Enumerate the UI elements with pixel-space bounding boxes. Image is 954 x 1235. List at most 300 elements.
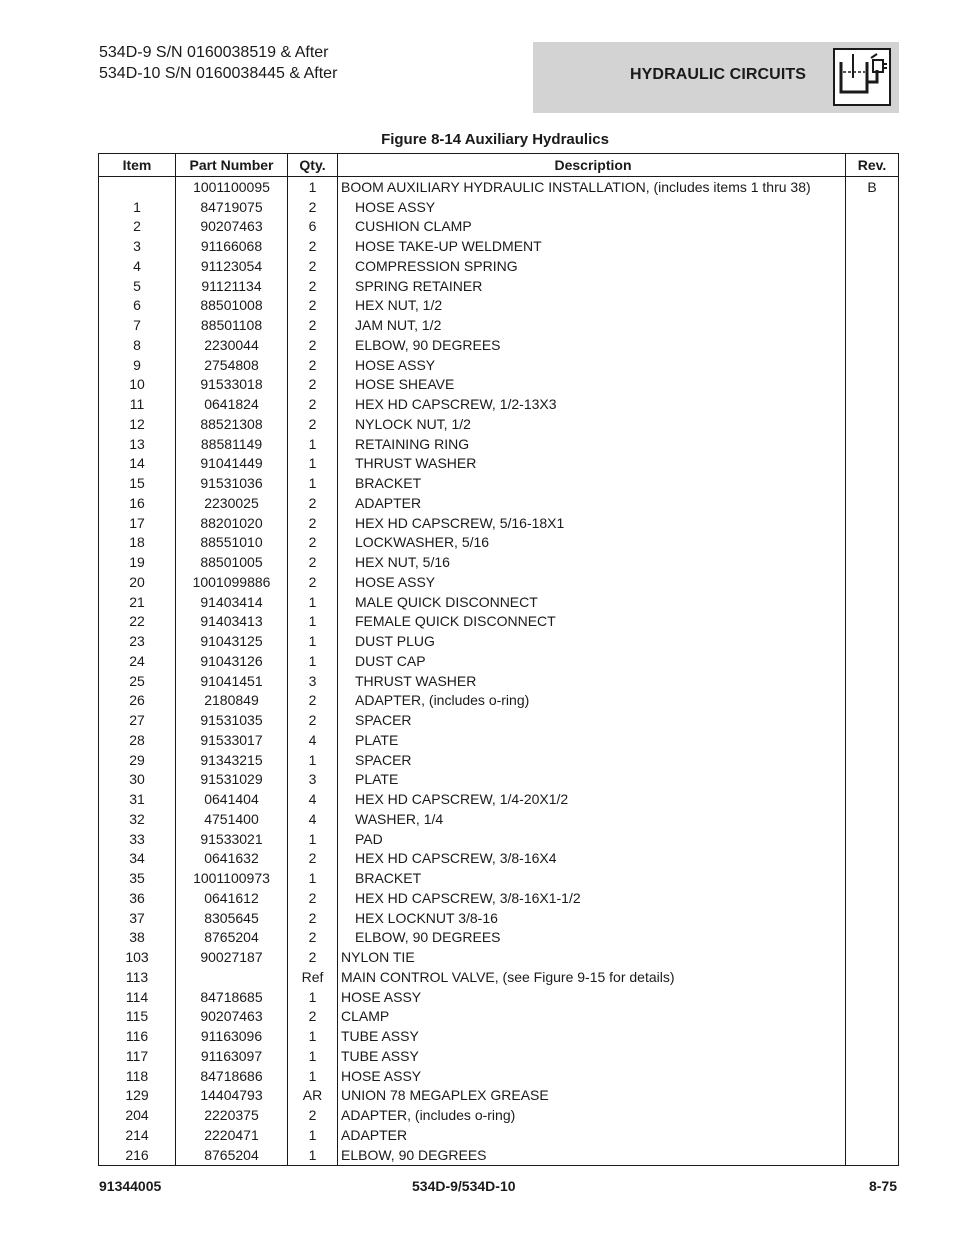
table-row <box>99 671 899 691</box>
cell-rev <box>846 908 899 928</box>
cell-qty: 1 <box>288 473 338 493</box>
cell-item: 24 <box>99 651 176 671</box>
description-text: PLATE <box>355 771 399 788</box>
cell-item: 113 <box>99 967 176 987</box>
cell-description <box>338 631 846 651</box>
cell-item: 18 <box>99 533 176 553</box>
cell-item: 32 <box>99 809 176 829</box>
cell-qty: 1 <box>288 829 338 849</box>
cell-rev <box>846 473 899 493</box>
cell-rev <box>846 217 899 237</box>
cell-description <box>338 888 846 908</box>
cell-part-number: 88551010 <box>176 533 288 553</box>
cell-item: 26 <box>99 691 176 711</box>
cell-rev <box>846 592 899 612</box>
description-text: BRACKET <box>355 475 422 492</box>
cell-part-number: 91531029 <box>176 770 288 790</box>
table-row <box>99 849 899 869</box>
cell-part-number: 1001099886 <box>176 572 288 592</box>
description-text: FEMALE QUICK DISCONNECT <box>355 613 556 630</box>
cell-item: 5 <box>99 276 176 296</box>
cell-rev <box>846 967 899 987</box>
cell-qty: 2 <box>288 947 338 967</box>
cell-rev <box>846 315 899 335</box>
cell-part-number: 90027187 <box>176 947 288 967</box>
cell-part-number: 84719075 <box>176 197 288 217</box>
table-row <box>99 572 899 592</box>
cell-part-number: 8765204 <box>176 1145 288 1165</box>
cell-part-number: 1001100973 <box>176 868 288 888</box>
hydraulic-circuit-icon <box>833 48 891 106</box>
cell-part-number: 88501008 <box>176 296 288 316</box>
cell-qty: 2 <box>288 375 338 395</box>
cell-part-number: 91041449 <box>176 454 288 474</box>
table-row <box>99 928 899 948</box>
description-text: HOSE TAKE-UP WELDMENT <box>355 238 542 255</box>
cell-qty: 2 <box>288 849 338 869</box>
cell-qty: 2 <box>288 552 338 572</box>
table-row <box>99 829 899 849</box>
parts-table-body <box>99 177 899 1166</box>
cell-description <box>338 513 846 533</box>
cell-qty: 2 <box>288 335 338 355</box>
footer-model: 534D-9/534D-10 <box>412 1178 516 1194</box>
cell-item: 214 <box>99 1125 176 1145</box>
description-text: HEX HD CAPSCREW, 1/2-13X3 <box>355 396 557 413</box>
table-row <box>99 236 899 256</box>
cell-item <box>99 177 176 197</box>
cell-qty: 2 <box>288 493 338 513</box>
table-row <box>99 177 899 197</box>
description-text: ELBOW, 90 DEGREES <box>355 336 501 353</box>
cell-item: 33 <box>99 829 176 849</box>
table-row <box>99 1046 899 1066</box>
cell-qty: AR <box>288 1086 338 1106</box>
description-text: HEX HD CAPSCREW, 5/16-18X1 <box>355 514 565 531</box>
table-row <box>99 868 899 888</box>
cell-part-number: 0641632 <box>176 849 288 869</box>
description-text: JAM NUT, 1/2 <box>355 317 442 334</box>
cell-item: 129 <box>99 1086 176 1106</box>
section-banner <box>533 42 899 113</box>
description-text: HOSE ASSY <box>355 356 436 373</box>
cell-part-number: 2230025 <box>176 493 288 513</box>
cell-rev <box>846 236 899 256</box>
cell-item: 13 <box>99 434 176 454</box>
cell-rev <box>846 671 899 691</box>
cell-item: 3 <box>99 236 176 256</box>
model-line-2: 534D-10 S/N 0160038445 & After <box>99 65 338 82</box>
cell-qty: 1 <box>288 454 338 474</box>
cell-rev <box>846 710 899 730</box>
cell-rev <box>846 1145 899 1165</box>
cell-item: 8 <box>99 335 176 355</box>
description-text: PLATE <box>355 731 399 748</box>
cell-rev <box>846 375 899 395</box>
table-row <box>99 1066 899 1086</box>
cell-rev <box>846 1046 899 1066</box>
cell-part-number: 0641404 <box>176 789 288 809</box>
cell-rev <box>846 868 899 888</box>
cell-item: 36 <box>99 888 176 908</box>
cell-part-number: 91166068 <box>176 236 288 256</box>
description-text: NYLOCK NUT, 1/2 <box>355 415 471 432</box>
cell-item: 4 <box>99 256 176 276</box>
cell-qty: 1 <box>288 612 338 632</box>
cell-rev <box>846 572 899 592</box>
table-row <box>99 967 899 987</box>
description-text: COMPRESSION SPRING <box>355 257 518 274</box>
cell-description <box>338 908 846 928</box>
cell-qty: 2 <box>288 1105 338 1125</box>
model-line-1: 534D-9 S/N 0160038519 & After <box>99 44 329 61</box>
cell-item: 28 <box>99 730 176 750</box>
cell-qty: 1 <box>288 1145 338 1165</box>
cell-qty: 2 <box>288 315 338 335</box>
cell-part-number: 91531036 <box>176 473 288 493</box>
description-text: PAD <box>355 830 383 847</box>
cell-part-number: 91043126 <box>176 651 288 671</box>
cell-part-number: 4751400 <box>176 809 288 829</box>
table-row <box>99 434 899 454</box>
cell-item: 20 <box>99 572 176 592</box>
cell-part-number: 90207463 <box>176 1007 288 1027</box>
cell-item: 29 <box>99 750 176 770</box>
description-text: SPACER <box>355 751 412 768</box>
cell-rev <box>846 1007 899 1027</box>
cell-qty: 1 <box>288 1046 338 1066</box>
table-row <box>99 1125 899 1145</box>
table-row <box>99 256 899 276</box>
cell-rev <box>846 691 899 711</box>
cell-item: 115 <box>99 1007 176 1027</box>
table-row <box>99 631 899 651</box>
cell-description <box>338 552 846 572</box>
cell-description: ADAPTER <box>338 1125 846 1145</box>
table-row <box>99 651 899 671</box>
cell-item: 27 <box>99 710 176 730</box>
cell-rev <box>846 888 899 908</box>
cell-item: 37 <box>99 908 176 928</box>
cell-rev <box>846 493 899 513</box>
cell-description <box>338 197 846 217</box>
table-row <box>99 770 899 790</box>
cell-description <box>338 671 846 691</box>
cell-part-number: 88501005 <box>176 552 288 572</box>
cell-item: 6 <box>99 296 176 316</box>
cell-description: CLAMP <box>338 1007 846 1027</box>
cell-part-number: 2754808 <box>176 355 288 375</box>
cell-rev <box>846 770 899 790</box>
column-header-item: Item <box>99 154 176 177</box>
cell-rev <box>846 849 899 869</box>
cell-qty: 2 <box>288 296 338 316</box>
cell-rev <box>846 809 899 829</box>
cell-description <box>338 414 846 434</box>
cell-rev <box>846 197 899 217</box>
cell-item: 23 <box>99 631 176 651</box>
table-row <box>99 710 899 730</box>
cell-qty: 2 <box>288 1007 338 1027</box>
cell-rev <box>846 928 899 948</box>
cell-qty: Ref <box>288 967 338 987</box>
cell-part-number: 88201020 <box>176 513 288 533</box>
cell-qty: 4 <box>288 789 338 809</box>
cell-description <box>338 375 846 395</box>
cell-description <box>338 276 846 296</box>
cell-part-number: 0641612 <box>176 888 288 908</box>
cell-rev <box>846 1125 899 1145</box>
cell-part-number <box>176 967 288 987</box>
cell-rev <box>846 434 899 454</box>
cell-qty: 4 <box>288 730 338 750</box>
cell-description <box>338 829 846 849</box>
model-serial-lines <box>99 42 337 84</box>
cell-description <box>338 315 846 335</box>
cell-part-number: 91533017 <box>176 730 288 750</box>
cell-part-number: 91533021 <box>176 829 288 849</box>
cell-description <box>338 789 846 809</box>
cell-description: MAIN CONTROL VALVE, (see Figure 9-15 for details) <box>338 967 846 987</box>
cell-description <box>338 710 846 730</box>
cell-description <box>338 217 846 237</box>
description-text: SPRING RETAINER <box>355 277 483 294</box>
cell-qty: 1 <box>288 987 338 1007</box>
description-text: HOSE ASSY <box>355 198 436 215</box>
cell-item: 35 <box>99 868 176 888</box>
cell-rev <box>846 730 899 750</box>
cell-part-number: 90207463 <box>176 217 288 237</box>
cell-item: 30 <box>99 770 176 790</box>
figure-title: Figure 8-14 Auxiliary Hydraulics <box>381 131 609 148</box>
cell-rev <box>846 513 899 533</box>
table-row <box>99 750 899 770</box>
cell-description <box>338 493 846 513</box>
cell-description: HOSE ASSY <box>338 1066 846 1086</box>
cell-part-number: 91343215 <box>176 750 288 770</box>
cell-qty: 2 <box>288 197 338 217</box>
cell-part-number: 91533018 <box>176 375 288 395</box>
cell-part-number: 91403414 <box>176 592 288 612</box>
table-row <box>99 1086 899 1106</box>
cell-item: 31 <box>99 789 176 809</box>
description-text: HOSE ASSY <box>355 573 436 590</box>
cell-description <box>338 434 846 454</box>
table-row <box>99 414 899 434</box>
cell-qty: 2 <box>288 533 338 553</box>
table-row <box>99 296 899 316</box>
cell-qty: 1 <box>288 750 338 770</box>
description-text: MALE QUICK DISCONNECT <box>355 593 538 610</box>
cell-part-number: 8305645 <box>176 908 288 928</box>
cell-qty: 1 <box>288 592 338 612</box>
cell-rev <box>846 947 899 967</box>
cell-item: 7 <box>99 315 176 335</box>
cell-rev <box>846 789 899 809</box>
cell-item: 118 <box>99 1066 176 1086</box>
cell-rev <box>846 750 899 770</box>
description-text: DUST PLUG <box>355 633 435 650</box>
cell-qty: 1 <box>288 177 338 197</box>
cell-description <box>338 730 846 750</box>
cell-description <box>338 454 846 474</box>
cell-item: 22 <box>99 612 176 632</box>
cell-rev <box>846 296 899 316</box>
table-row <box>99 454 899 474</box>
description-text: ELBOW, 90 DEGREES <box>355 929 501 946</box>
cell-qty: 2 <box>288 355 338 375</box>
table-row <box>99 513 899 533</box>
column-header-part-number: Part Number <box>176 154 288 177</box>
table-row <box>99 947 899 967</box>
description-text: ADAPTER <box>355 494 422 511</box>
table-row <box>99 908 899 928</box>
cell-item: 116 <box>99 1026 176 1046</box>
cell-item: 16 <box>99 493 176 513</box>
cell-rev <box>846 394 899 414</box>
cell-description <box>338 296 846 316</box>
cell-qty: 1 <box>288 631 338 651</box>
table-row <box>99 473 899 493</box>
table-row <box>99 355 899 375</box>
cell-description: TUBE ASSY <box>338 1046 846 1066</box>
cell-item: 15 <box>99 473 176 493</box>
cell-rev <box>846 1086 899 1106</box>
cell-item: 11 <box>99 394 176 414</box>
cell-qty: 2 <box>288 572 338 592</box>
cell-item: 34 <box>99 849 176 869</box>
cell-rev <box>846 651 899 671</box>
cell-qty: 2 <box>288 710 338 730</box>
cell-description <box>338 533 846 553</box>
cell-rev <box>846 1105 899 1125</box>
table-row <box>99 276 899 296</box>
table-row <box>99 691 899 711</box>
cell-rev <box>846 1026 899 1046</box>
cell-qty: 2 <box>288 276 338 296</box>
cell-qty: 2 <box>288 928 338 948</box>
cell-description: ELBOW, 90 DEGREES <box>338 1145 846 1165</box>
table-row <box>99 789 899 809</box>
cell-description: ADAPTER, (includes o-ring) <box>338 1105 846 1125</box>
cell-description <box>338 256 846 276</box>
cell-rev <box>846 1066 899 1086</box>
cell-item: 9 <box>99 355 176 375</box>
cell-qty: 1 <box>288 1026 338 1046</box>
cell-qty: 1 <box>288 434 338 454</box>
description-text: THRUST WASHER <box>355 455 477 472</box>
cell-rev <box>846 533 899 553</box>
cell-description: HOSE ASSY <box>338 987 846 1007</box>
table-header-row <box>99 154 899 177</box>
description-text: BRACKET <box>355 870 422 887</box>
cell-part-number: 8765204 <box>176 928 288 948</box>
cell-rev <box>846 335 899 355</box>
column-header-description: Description <box>338 154 846 177</box>
cell-item: 216 <box>99 1145 176 1165</box>
description-text: LOCKWASHER, 5/16 <box>355 534 490 551</box>
cell-part-number: 2230044 <box>176 335 288 355</box>
table-row <box>99 1026 899 1046</box>
cell-item: 204 <box>99 1105 176 1125</box>
cell-description <box>338 572 846 592</box>
cell-description <box>338 651 846 671</box>
cell-part-number: 84718685 <box>176 987 288 1007</box>
description-text: ADAPTER, (includes o-ring) <box>355 692 530 709</box>
cell-rev <box>846 355 899 375</box>
table-row <box>99 1105 899 1125</box>
table-row <box>99 1145 899 1165</box>
cell-part-number: 1001100095 <box>176 177 288 197</box>
cell-qty: 1 <box>288 868 338 888</box>
cell-part-number: 0641824 <box>176 394 288 414</box>
cell-rev <box>846 612 899 632</box>
cell-part-number: 91531035 <box>176 710 288 730</box>
cell-rev <box>846 276 899 296</box>
table-row <box>99 315 899 335</box>
parts-table <box>98 153 899 1166</box>
cell-description: TUBE ASSY <box>338 1026 846 1046</box>
description-text: HEX NUT, 5/16 <box>355 554 450 571</box>
cell-rev <box>846 414 899 434</box>
description-text: DUST CAP <box>355 652 426 669</box>
description-text: HEX NUT, 1/2 <box>355 297 443 314</box>
cell-description <box>338 592 846 612</box>
cell-part-number: 91121134 <box>176 276 288 296</box>
cell-description <box>338 691 846 711</box>
cell-rev <box>846 454 899 474</box>
description-text: HEX HD CAPSCREW, 3/8-16X4 <box>355 850 557 867</box>
cell-part-number: 2220471 <box>176 1125 288 1145</box>
cell-qty: 6 <box>288 217 338 237</box>
cell-description: NYLON TIE <box>338 947 846 967</box>
table-row <box>99 987 899 1007</box>
cell-item: 117 <box>99 1046 176 1066</box>
cell-part-number: 91403413 <box>176 612 288 632</box>
table-row <box>99 533 899 553</box>
footer-page-number: 8-75 <box>868 1178 897 1194</box>
cell-qty: 2 <box>288 888 338 908</box>
cell-qty: 3 <box>288 671 338 691</box>
cell-qty: 4 <box>288 809 338 829</box>
description-text: WASHER, 1/4 <box>355 810 444 827</box>
table-row <box>99 592 899 612</box>
cell-description <box>338 335 846 355</box>
cell-qty: 2 <box>288 394 338 414</box>
cell-description <box>338 473 846 493</box>
footer-doc-number: 91344005 <box>99 1178 162 1194</box>
cell-qty: 2 <box>288 691 338 711</box>
cell-item: 25 <box>99 671 176 691</box>
cell-part-number: 2220375 <box>176 1105 288 1125</box>
cell-description <box>338 809 846 829</box>
description-text: HOSE SHEAVE <box>355 376 455 393</box>
table-row <box>99 335 899 355</box>
cell-rev <box>846 256 899 276</box>
cell-part-number: 88521308 <box>176 414 288 434</box>
cell-description <box>338 750 846 770</box>
cell-rev <box>846 987 899 1007</box>
cell-item: 1 <box>99 197 176 217</box>
cell-description <box>338 849 846 869</box>
table-row <box>99 730 899 750</box>
cell-description <box>338 394 846 414</box>
cell-qty: 1 <box>288 1125 338 1145</box>
cell-description: UNION 78 MEGAPLEX GREASE <box>338 1086 846 1106</box>
cell-description <box>338 928 846 948</box>
cell-description: BOOM AUXILIARY HYDRAULIC INSTALLATION, (includes items 1 thru 38) <box>338 177 846 197</box>
cell-item: 2 <box>99 217 176 237</box>
